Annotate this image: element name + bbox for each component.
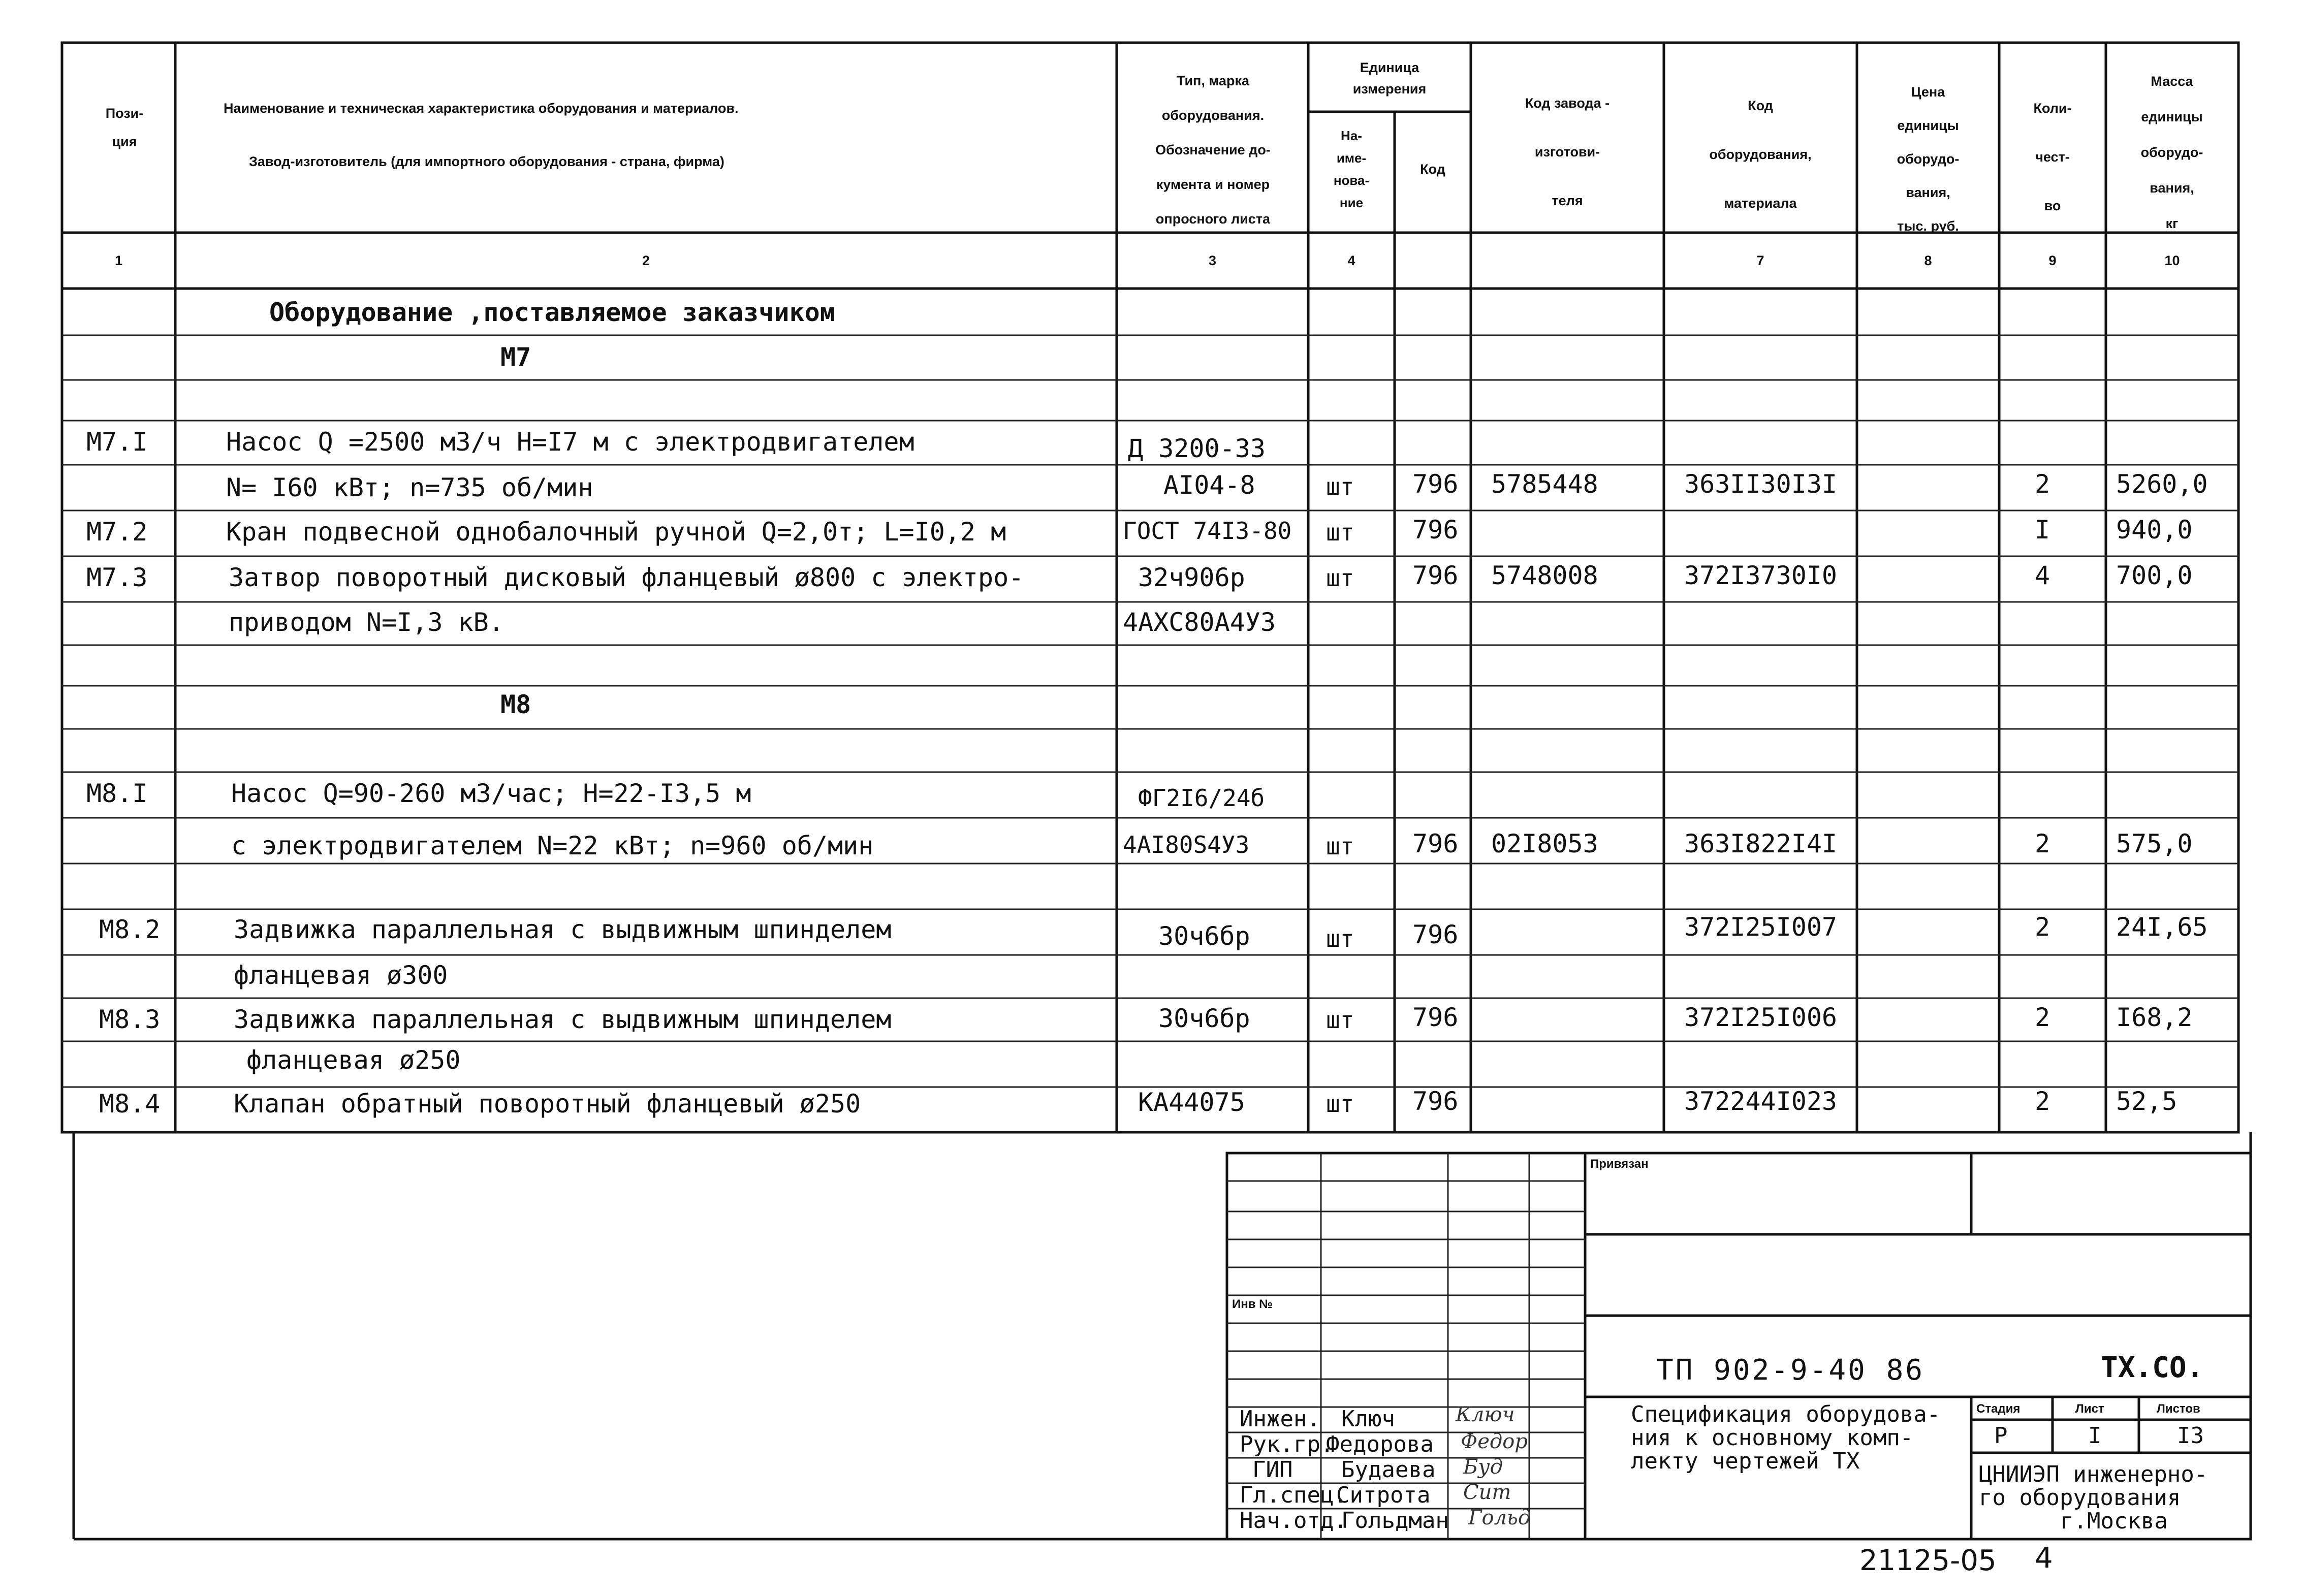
header-col6-line: Код завода - — [1525, 95, 1610, 111]
signer-role: Рук.гр. — [1240, 1431, 1334, 1457]
header-col9-line: чест- — [2035, 149, 2070, 165]
row-qty: 2 — [2035, 829, 2050, 858]
signer-role: Инжен. — [1240, 1406, 1320, 1432]
header-col9-line: Коли- — [2033, 101, 2072, 116]
row-mass: 24I,65 — [2116, 912, 2208, 942]
section-title: Оборудование ,поставляемое заказчиком — [269, 298, 835, 327]
stamp-stage-label: Стадия — [1976, 1402, 2021, 1416]
row-unit: шт — [1326, 833, 1354, 860]
row-equip-code: 363I822I4I — [1684, 829, 1838, 858]
row-unit: шт — [1326, 925, 1354, 952]
row-equip-code: 363II30I3I — [1684, 469, 1838, 499]
signer-name: Ключ — [1341, 1406, 1395, 1432]
row-type: 4АХС80А4У3 — [1123, 608, 1276, 637]
header-col1-line: ция — [112, 134, 137, 149]
col-number-10: 10 — [2164, 253, 2180, 268]
header-unit-name — [1311, 124, 1392, 214]
stamp-org — [1979, 1463, 2207, 1533]
header-col7-line: оборудования, — [1709, 147, 1812, 162]
row-name: Насос Q =2500 м3/ч Н=I7 м с электродвигателем — [226, 427, 914, 457]
row-name: Задвижка параллельная с выдвижным шпинделем — [234, 1005, 892, 1034]
signer-signature: Федор — [1461, 1430, 1528, 1453]
row-unit-code: 796 — [1412, 469, 1459, 499]
header-col3-line: оборудования. — [1161, 108, 1265, 123]
page-number: 4 — [2035, 1542, 2053, 1575]
header-col6-line: изготови- — [1534, 144, 1600, 159]
col-number-3: 3 — [1208, 253, 1217, 268]
stamp-title-line: лекту чертежей ТХ — [1631, 1448, 1860, 1474]
stamp-org-line: го оборудования — [1979, 1485, 2181, 1511]
signer-signature: Ключ — [1456, 1403, 1515, 1426]
row-equip-code: 372I25I007 — [1684, 912, 1838, 942]
stamp-org-line: ЦНИИЭП инженерно- — [1979, 1461, 2208, 1487]
header-col10-line: оборудо- — [2140, 145, 2203, 160]
row-type: 4АI80S4У3 — [1123, 831, 1250, 858]
row-type: 30ч6бр — [1158, 921, 1250, 951]
stamp-sheet: I — [2088, 1423, 2102, 1449]
row-mass: 940,0 — [2116, 515, 2193, 545]
row-equip-code: 372I3730I0 — [1684, 561, 1838, 590]
row-type: 32ч906р — [1138, 563, 1245, 592]
signer-signature: Гольд — [1468, 1506, 1531, 1529]
row-mass: 700,0 — [2116, 561, 2193, 590]
col-number-8: 8 — [1924, 253, 1932, 268]
row-mass: 52,5 — [2116, 1087, 2177, 1116]
header-col2-line2: Завод-изготовитель (для импортного оборудования - страна, фирма) — [249, 154, 724, 169]
row-unit: шт — [1326, 564, 1354, 592]
row-equip-code: 372I25I006 — [1684, 1003, 1838, 1032]
row-unit-code: 796 — [1412, 515, 1459, 545]
row-equip-code: 372244I023 — [1684, 1087, 1838, 1116]
header-unit-name-line: нова- — [1333, 173, 1370, 188]
row-plant-code: 5785448 — [1491, 469, 1598, 499]
row-position: М7.3 — [86, 563, 148, 592]
stamp-sheets: I3 — [2177, 1423, 2204, 1449]
row-unit-code: 796 — [1412, 561, 1459, 590]
header-unit-name-line: име- — [1336, 150, 1367, 166]
col-number-1: 1 — [114, 253, 123, 268]
header-unit-name-line: ние — [1339, 195, 1364, 210]
row-type: АI04-8 — [1163, 470, 1255, 500]
header-col10-line: Масса — [2151, 74, 2193, 89]
header-col1 — [76, 99, 173, 156]
group-title-m7: М7 — [500, 342, 531, 372]
row-unit-code: 796 — [1412, 1087, 1459, 1116]
signer-role: Гл.спец. — [1240, 1482, 1347, 1508]
row-position: М7.I — [86, 427, 148, 457]
row-type: 30ч6бр — [1158, 1004, 1250, 1033]
header-col8 — [1859, 75, 1997, 243]
header-col3-line: кумента и номер — [1156, 177, 1270, 192]
signer-name: Гольдман — [1341, 1508, 1449, 1534]
row-position: М8.3 — [99, 1005, 161, 1034]
header-col3-line: опросного листа — [1155, 211, 1271, 227]
header-col7 — [1666, 81, 1854, 228]
row-name: фланцевая ø300 — [234, 961, 448, 990]
row-name: фланцевая ø250 — [246, 1045, 461, 1075]
row-qty: I — [2035, 515, 2050, 545]
stamp-inv-no: Инв № — [1232, 1297, 1273, 1311]
row-qty: 4 — [2035, 561, 2050, 590]
header-unit-name-line: На- — [1341, 128, 1362, 143]
row-type: ГОСТ 74I3-80 — [1123, 517, 1292, 545]
header-col10-line: вания, — [2150, 180, 2194, 196]
group-title-m8: М8 — [500, 690, 531, 719]
header-col3-line: Тип, марка — [1176, 73, 1250, 88]
header-col7-line: Код — [1748, 98, 1773, 113]
row-unit: шт — [1326, 1090, 1354, 1118]
signer-name: Ситрота — [1336, 1482, 1431, 1508]
stamp-org-line: г.Москва — [2060, 1508, 2168, 1534]
row-qty: 2 — [2035, 912, 2050, 942]
row-position: М8.2 — [99, 915, 161, 944]
stamp-privyazan: Привязан — [1590, 1157, 1649, 1171]
row-name: с электродвигателем N=22 кВт; n=960 об/мин — [231, 831, 874, 860]
row-name: Насос Q=90-260 м3/час; Н=22-I3,5 м — [231, 779, 751, 808]
col-number-4: 4 — [1347, 253, 1355, 268]
doc-suffix: ТХ.СО. — [2101, 1351, 2204, 1384]
stamp-title-line: Спецификация оборудова- — [1631, 1401, 1941, 1427]
header-col10-line: единицы — [2141, 109, 2203, 124]
header-col9 — [2002, 84, 2103, 230]
row-plant-code: 02I8053 — [1491, 829, 1598, 858]
col-number-7: 7 — [1756, 253, 1764, 268]
archive-number: 21125-05 — [1859, 1544, 1997, 1577]
header-col9-line: во — [2044, 198, 2061, 213]
row-unit: шт — [1326, 519, 1354, 546]
row-mass: 5260,0 — [2116, 469, 2208, 499]
row-unit-code: 796 — [1412, 920, 1459, 949]
row-name: приводом N=I,3 кВ. — [229, 608, 504, 637]
col-number-9: 9 — [2048, 253, 2057, 268]
signer-name: Федорова — [1326, 1431, 1434, 1457]
header-col1-line: Пози- — [105, 106, 144, 121]
header-col8-line: оборудо- — [1897, 151, 1960, 167]
stamp-title — [1631, 1403, 1940, 1473]
row-name: Кран подвесной однобалочный ручной Q=2,0т; L=I0,2 м — [226, 517, 1006, 547]
doc-code: ТП 902-9-40 86 — [1656, 1354, 1925, 1387]
header-unit-line: измерения — [1352, 81, 1427, 97]
row-unit-code: 796 — [1412, 829, 1459, 858]
header-col8-line: Цена — [1911, 84, 1945, 100]
row-mass: 575,0 — [2116, 829, 2193, 858]
stamp-sheets-label: Листов — [2157, 1402, 2200, 1416]
signer-role: Нач.отд. — [1240, 1508, 1347, 1534]
row-type: ФГ2I6/24б — [1138, 784, 1265, 812]
signer-role: ГИП — [1252, 1457, 1293, 1483]
header-col10 — [2108, 63, 2235, 241]
row-name: N= I60 кВт; n=735 об/мин — [226, 473, 593, 502]
row-position: М8.I — [86, 779, 148, 808]
row-name: Затвор поворотный дисковый фланцевый ø800 с электро- — [229, 563, 1024, 592]
header-unit-line: Единица — [1360, 60, 1419, 75]
header-col3 — [1120, 63, 1306, 236]
header-unit-code: Код — [1420, 162, 1445, 177]
row-plant-code: 5748008 — [1491, 561, 1598, 590]
row-qty: 2 — [2035, 1087, 2050, 1116]
row-position: М7.2 — [86, 517, 148, 547]
signer-name: Будаева — [1341, 1457, 1436, 1483]
header-col6-line: теля — [1552, 193, 1583, 208]
row-unit: шт — [1326, 1006, 1354, 1034]
stamp-title-line: ния к основному комп- — [1631, 1425, 1914, 1451]
row-mass: I68,2 — [2116, 1003, 2193, 1032]
row-qty: 2 — [2035, 469, 2050, 499]
row-name: Задвижка параллельная с выдвижным шпинделем — [234, 915, 892, 944]
stamp-sheet-label: Лист — [2075, 1402, 2104, 1416]
col-number-2: 2 — [642, 253, 650, 268]
row-name: Клапан обратный поворотный фланцевый ø250 — [234, 1089, 861, 1119]
header-col7-line: материала — [1724, 196, 1797, 211]
row-unit: шт — [1326, 473, 1354, 500]
header-col3-line: Обозначение до- — [1155, 142, 1271, 157]
header-unit-group — [1311, 57, 1468, 100]
row-qty: 2 — [2035, 1003, 2050, 1032]
row-type: КА44075 — [1138, 1088, 1245, 1117]
header-col10-line: кг — [2165, 216, 2179, 231]
header-col8-line: вания, — [1906, 185, 1950, 200]
header-col8-line: тыс. руб. — [1897, 218, 1959, 234]
header-col8-line: единицы — [1897, 118, 1959, 133]
header-col2-line1: Наименование и техническая характеристика оборудования и материалов. — [224, 101, 739, 116]
header-col6 — [1473, 79, 1661, 225]
signer-signature: Буд — [1463, 1455, 1503, 1479]
row-unit-code: 796 — [1412, 1003, 1459, 1032]
signer-signature: Сит — [1463, 1481, 1511, 1504]
row-position: М8.4 — [99, 1089, 161, 1119]
row-type: Д 3200-33 — [1128, 434, 1266, 463]
stamp-stage: Р — [1994, 1423, 2008, 1449]
